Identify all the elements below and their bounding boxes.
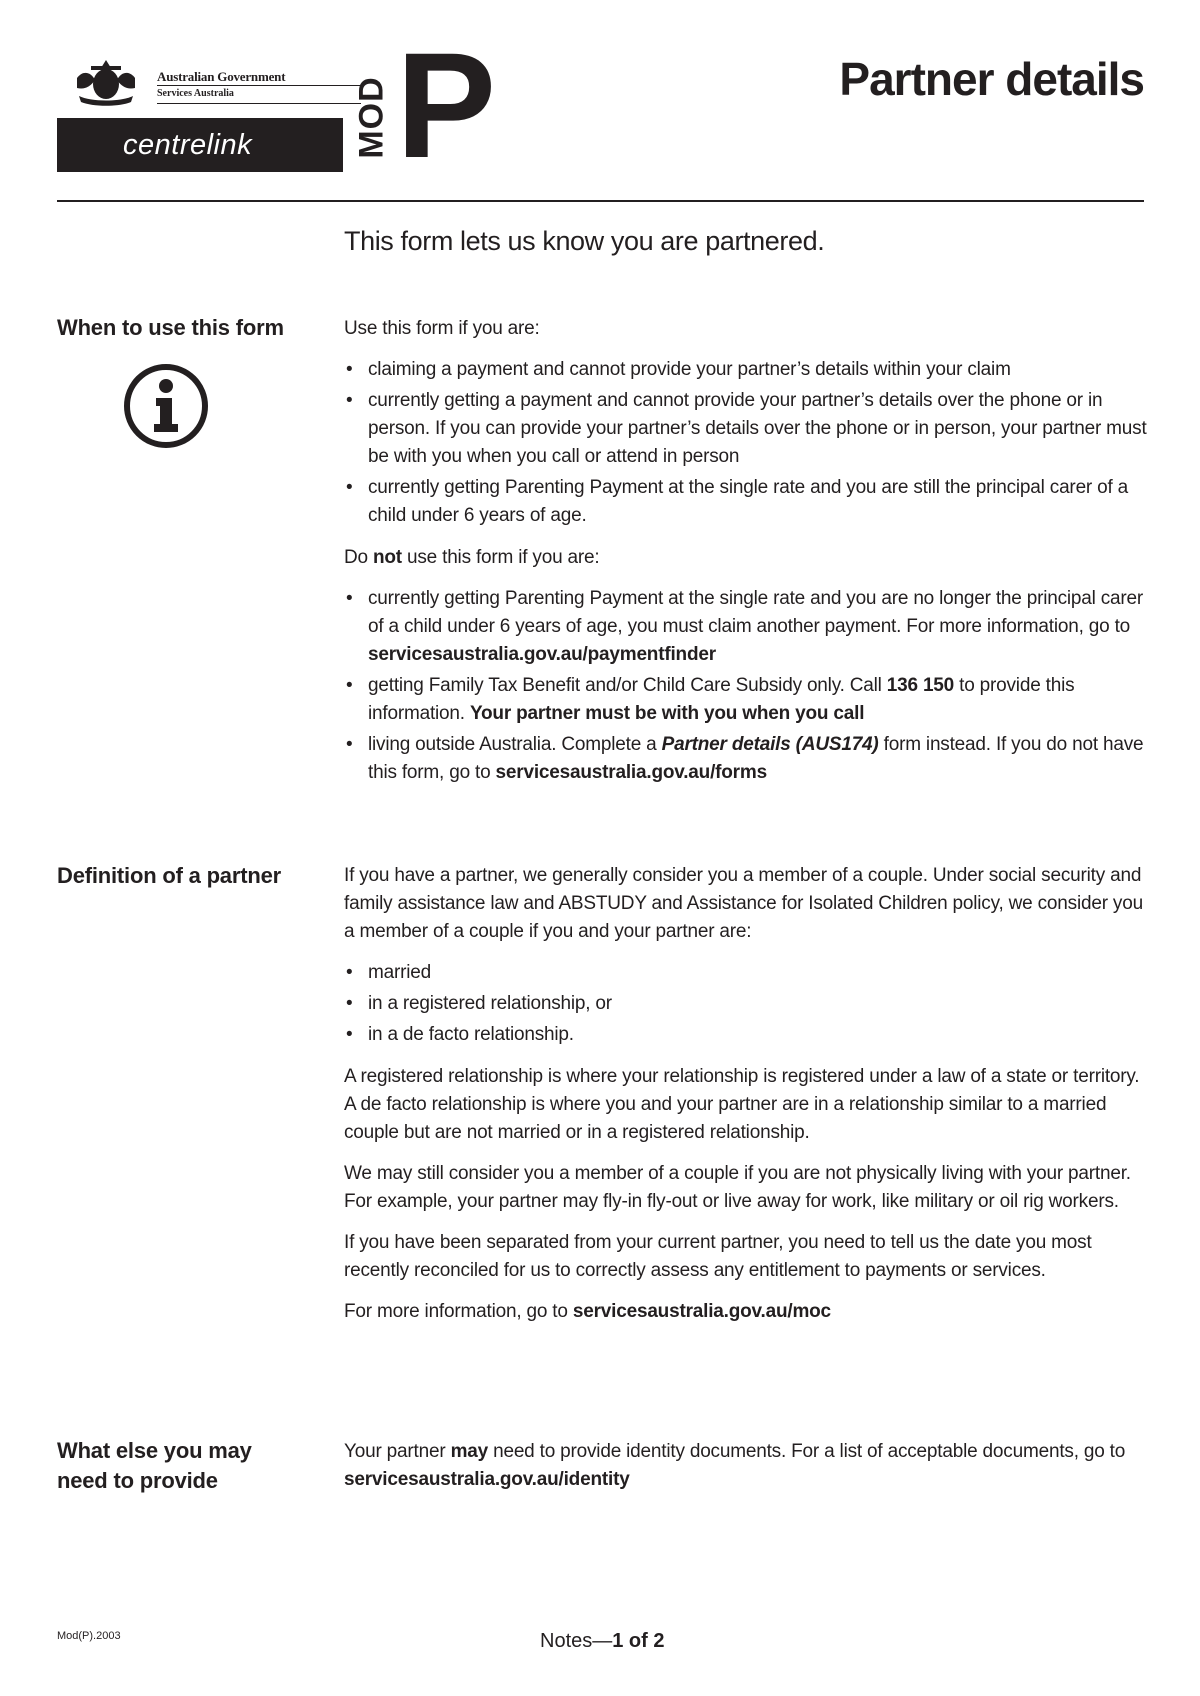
list-item: • living outside Australia. Complete a Partner details (AUS174) form instead. If you do not have this form, go to servicesaustralia.gov.au/forms bbox=[344, 731, 1154, 787]
section-body-what-else bbox=[344, 1438, 1154, 1507]
form-reference: Partner details (AUS174) bbox=[661, 734, 879, 755]
identity-text: Your partner may need to provide identity documents. For a list of acceptable documents, go to servicesaustralia.gov.au/identity bbox=[344, 1441, 1126, 1490]
list-item: • getting Family Tax Benefit and/or Child Care Subsidy only. Call 136 150 to provide this information. Your partner must be with you when you call bbox=[344, 672, 1154, 728]
phone-number: 136 150 bbox=[886, 675, 955, 696]
forms-link[interactable]: servicesaustralia.gov.au/forms bbox=[495, 762, 767, 783]
agency-name: Services Australia bbox=[157, 88, 234, 99]
list-item: • in a de facto relationship. bbox=[344, 1021, 1154, 1049]
list-item: • currently getting Parenting Payment at the single rate and you are no longer the principal carer of a child under 6 years of age, you must claim another payment. For more information, go to servicesaustralia.gov.au/paymentfinder bbox=[344, 585, 1154, 669]
paymentfinder-link[interactable]: servicesaustralia.gov.au/paymentfinder bbox=[368, 644, 716, 665]
list-item: • claiming a payment and cannot provide your partner’s details within your claim bbox=[344, 356, 1154, 384]
definition-para: If you have been separated from your current partner, you need to tell us the date you most recently reconciled for us to correctly assess any entitlement to payments or services. bbox=[344, 1232, 1092, 1281]
info-icon bbox=[122, 362, 210, 450]
section-body-definition bbox=[344, 862, 1154, 1339]
header-divider bbox=[57, 200, 1144, 202]
identity-link[interactable]: servicesaustralia.gov.au/identity bbox=[344, 1469, 630, 1490]
definition-intro: If you have a partner, we generally consider you a member of a couple. Under social security and family assistance law and ABSTUDY and Assistance for Isolated Children policy, we consider you a member of a couple if you and your partner are: bbox=[344, 865, 1143, 942]
use-list bbox=[344, 356, 1154, 530]
list-item: • currently getting a payment and cannot provide your partner’s details over the phone or in person. If you can provide your partner’s details over the phone or in person, your partner must be with you when you call or attend in person bbox=[344, 387, 1154, 471]
page-number: Notes—1 of 2 bbox=[540, 1630, 665, 1652]
definition-para: We may still consider you a member of a couple if you are not physically living with your partner. For example, your partner may fly-in fly-out or live away for work, like military or oil rig workers. bbox=[344, 1163, 1131, 1212]
coat-of-arms-icon bbox=[71, 56, 141, 110]
mod-letter: P bbox=[396, 21, 493, 189]
mod-label: MOD bbox=[352, 76, 391, 159]
government-name: Australian Government bbox=[157, 69, 286, 84]
more-info: For more information, go to servicesaustralia.gov.au/moc bbox=[344, 1301, 831, 1322]
form-code: Mod(P).2003 bbox=[57, 1630, 121, 1642]
page-title: Partner details bbox=[839, 53, 1144, 105]
agency-logo bbox=[57, 52, 343, 172]
list-item: • in a registered relationship, or bbox=[344, 990, 1154, 1018]
definition-para: A registered relationship is where your relationship is registered under a law of a state or territory. A de facto relationship is where you and your partner are in a relationship similar to a married couple but are not married or in a registered relationship. bbox=[344, 1066, 1140, 1143]
relationship-list bbox=[344, 959, 1154, 1049]
section-heading-definition: Definition of a partner bbox=[57, 863, 281, 888]
section-heading-when: When to use this form bbox=[57, 315, 284, 340]
page-subtitle: This form lets us know you are partnered. bbox=[344, 226, 825, 256]
section-body-when bbox=[344, 315, 1154, 801]
list-item: • currently getting Parenting Payment at the single rate and you are still the principal carer of a child under 6 years of age. bbox=[344, 474, 1154, 530]
brand-bar: centrelink bbox=[57, 118, 343, 172]
not-list bbox=[344, 585, 1154, 787]
section-heading-what-else: What else you may need to provide bbox=[57, 1438, 252, 1493]
not-intro: Do not use this form if you are: bbox=[344, 547, 600, 568]
moc-link[interactable]: servicesaustralia.gov.au/moc bbox=[572, 1301, 831, 1322]
use-intro: Use this form if you are: bbox=[344, 318, 540, 339]
list-item: • married bbox=[344, 959, 1154, 987]
